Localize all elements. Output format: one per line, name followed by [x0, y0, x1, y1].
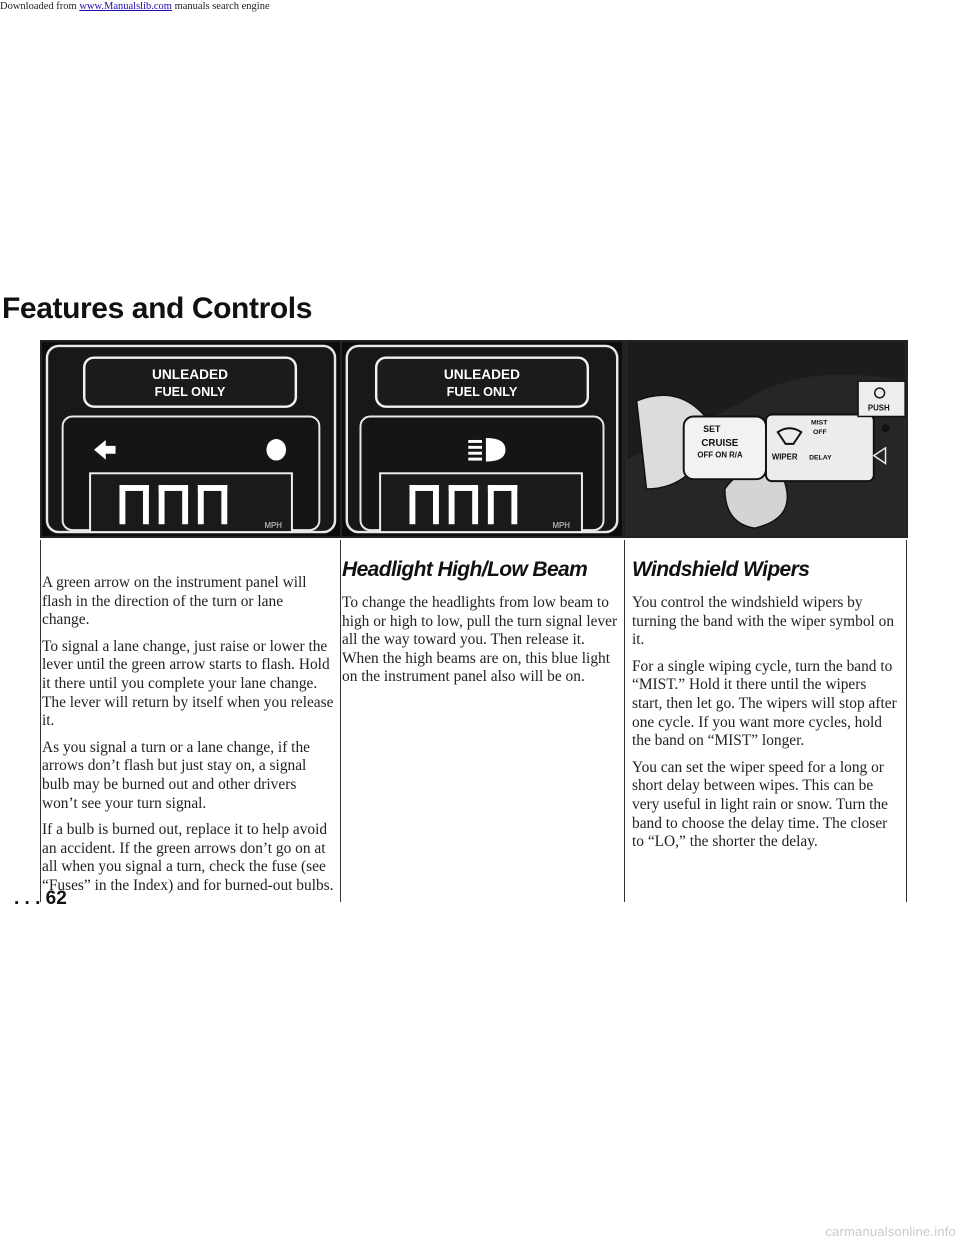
column-rule-right — [906, 540, 907, 902]
off-label: OFF — [813, 429, 827, 437]
download-banner — [0, 0, 960, 14]
wiper-lever-illustration — [626, 342, 906, 536]
wiper-heading: Windshield Wipers — [632, 558, 810, 581]
mph-label: MPH — [552, 521, 570, 531]
column-rule-mid — [340, 540, 341, 902]
turn-signal-figure — [40, 340, 342, 538]
page-title: Features and Controls — [2, 292, 312, 325]
column-rule-left — [40, 540, 41, 902]
paragraph: As you signal a turn or a lane change, if the arrows don’t flash but just stay on, a signal bulb may be burned out and other drivers won’t see your turn signal. — [42, 738, 310, 812]
paragraph: For a single wiping cycle, turn the band to “MIST.” Hold it there until the wipers start, then let go. The wipers will stop after one cycle. If you want more cycles, hold the band on “MIST” longer. — [632, 657, 897, 750]
wiper-column — [632, 556, 900, 860]
banner-suffix: manuals search engine — [171, 1, 270, 12]
paragraph: To change the headlights from low beam to high or high to low, pull the turn signal lever all the way toward you. Then release it. When the high beams are on, this blue light on the instrument panel also will be on. — [342, 594, 618, 686]
banner-prefix: Downloaded from — [0, 1, 80, 12]
manualslib-link[interactable]: www.Manualslib.com — [79, 1, 172, 12]
high-beam-figure — [340, 340, 624, 538]
page-number: . . . 62 — [14, 888, 67, 909]
mist-label: MIST — [811, 419, 828, 427]
wiper-label: WIPER — [771, 452, 798, 462]
headlight-column — [342, 556, 620, 695]
off-on-ra-label: OFF ON R/A — [697, 450, 743, 460]
mph-label: MPH — [264, 521, 282, 531]
turn-signal-column — [42, 574, 334, 904]
paragraph: If a bulb is burned out, replace it to help avoid an accident. If the green arrows don’t go on at all when you signal a turn, check the fuse (see “Fuses” in the Index) and for burned-out bulbs. — [42, 821, 334, 894]
paragraph: To signal a lane change, just raise or lower the lever until the green arrow starts to flash. Hold it there until you complete your lane change. The lever will return by itself when you release it. — [42, 637, 334, 730]
delay-label: DELAY — [809, 454, 832, 462]
wiper-lever-figure — [624, 340, 908, 538]
cluster-illustration-beam — [342, 342, 622, 536]
site-watermark: carmanualsonline.info — [825, 1224, 956, 1239]
paragraph: You can set the wiper speed for a long or short delay between wipes. This can be very useful in light rain or snow. Turn the band to choose the delay time. The closer to “LO,” the shorter the delay. — [632, 758, 888, 851]
headlight-heading: Headlight High/Low Beam — [342, 558, 588, 581]
fuel-only-label: FUEL ONLY — [446, 383, 518, 399]
unleaded-label: UNLEADED — [151, 367, 229, 383]
cluster-illustration-turn — [42, 342, 340, 536]
paragraph: A green arrow on the instrument panel will flash in the direction of the turn or lane change. — [42, 574, 307, 629]
unleaded-label: UNLEADED — [443, 367, 521, 383]
push-label: PUSH — [867, 403, 890, 413]
right-arrow-icon — [266, 439, 286, 461]
column-rule-mid2 — [624, 540, 625, 902]
fuel-only-label: FUEL ONLY — [154, 383, 226, 399]
cruise-label: CRUISE — [701, 437, 739, 449]
paragraph: You control the windshield wipers by turning the band with the wiper symbol on it. — [632, 594, 895, 649]
set-label: SET — [703, 424, 721, 435]
